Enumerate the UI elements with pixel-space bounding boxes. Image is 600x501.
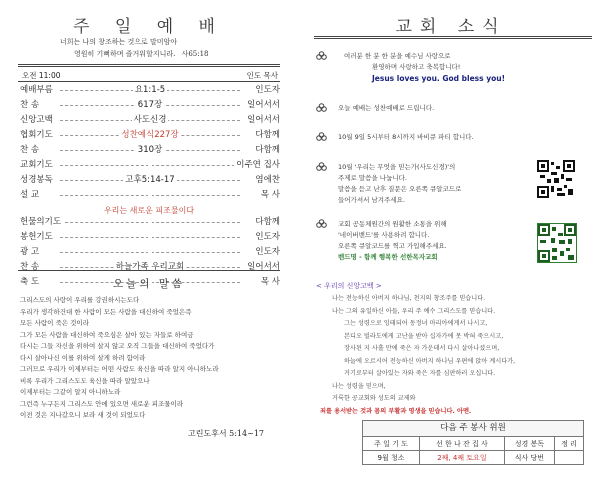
creed-line: 그는 성령으로 잉태되어 동정녀 마리아에게서 나시고, xyxy=(344,320,488,327)
order-row xyxy=(20,231,280,243)
duty-table xyxy=(362,436,584,465)
news-5-line-1: 교회 공동체원간의 원활한 소통을 위해 xyxy=(338,220,447,228)
passage-line: 모든 사람이 죽은 것이라 xyxy=(20,319,89,327)
order-item-content: 요1:1-5 xyxy=(134,85,166,95)
order-item-person: 일어서서 xyxy=(247,262,280,272)
order-item-name: 광 고 xyxy=(20,247,40,257)
duty-header-cell: 성경 봉독 xyxy=(504,437,554,451)
order-item-name: 축 도 xyxy=(20,277,40,287)
order-row xyxy=(20,216,280,228)
qr-code-question[interactable] xyxy=(537,160,575,198)
order-item-name: 신앙고백 xyxy=(20,115,53,125)
order-item-person: 이주연 집사 xyxy=(236,160,280,170)
apostles-creed xyxy=(320,293,596,418)
news-top-rule xyxy=(314,36,592,39)
passage-line: 그리스도의 사랑이 우리를 강권하시는도다 xyxy=(20,296,140,304)
order-item-content xyxy=(148,217,152,227)
word-title: 오늘의 말씀 xyxy=(112,278,186,290)
news-4-line-4: 들어가셔서 남겨주세요. xyxy=(338,196,405,204)
order-item-name: 협회기도 xyxy=(20,130,53,140)
church-news-panel xyxy=(302,0,600,501)
order-item-person: 다함께 xyxy=(255,145,280,155)
order-row xyxy=(20,129,280,141)
passage-line: 다시는 그들 자신을 위하여 살지 않고 오직 그들을 대신하여 죽었다가 xyxy=(20,342,215,350)
word-rule xyxy=(18,270,280,271)
duty-title: 다음 주 봉사 위원 xyxy=(362,420,584,436)
order-item-name: 찬 송 xyxy=(20,100,40,110)
order-item-person: 목 사 xyxy=(260,277,280,287)
duty-header-row xyxy=(363,437,584,451)
order-item-content: 617장 xyxy=(137,100,163,110)
clover-icon xyxy=(316,103,327,114)
order-item-person: 일어서서 xyxy=(247,100,280,110)
passage-line: 그가 모든 사람을 대신하여 죽으심은 살아 있는 자들로 하여금 xyxy=(20,330,194,339)
order-item-name: 찬 송 xyxy=(20,145,40,155)
clover-icon xyxy=(316,132,327,143)
word-reference: 고린도후서 5:14~17 xyxy=(187,429,264,438)
news-3-line-1: 10월 9일 5시부터 8시까지 바비큐 파티 합니다. xyxy=(338,133,474,141)
order-item-content xyxy=(148,160,152,170)
passage-line: 그런즉 누구든지 그리스도 안에 있으면 새로운 피조물이라 xyxy=(20,399,184,408)
creed-line: 본디오 빌라도에게 고난을 받아 십자가에 못 박혀 죽으시고, xyxy=(344,332,504,340)
order-item-content xyxy=(148,190,152,200)
word-passage xyxy=(20,295,294,422)
news-1-line-3: Jesus loves you. God bless you! xyxy=(372,74,506,83)
news-1-line-1: 여러분 한 분 한 분을 예수님 사랑으로 xyxy=(344,52,451,60)
worship-order-panel xyxy=(0,0,298,501)
passage-line: 다시 살아나신 이를 위하여 살게 하려 함이라 xyxy=(20,353,146,362)
creed-line: 나는 전능하신 아버지 하나님, 천지의 창조주를 믿습니다. xyxy=(332,295,486,302)
verse-line-1: 너희는 나의 창조하는 것으로 말미암아 xyxy=(60,38,178,46)
order-item-name: 봉헌기도 xyxy=(20,232,53,242)
clover-icon xyxy=(316,162,327,173)
passage-line: 비록 우리가 그리스도도 육신을 따라 알았으나 xyxy=(20,376,150,385)
duty-cell: 9월 청소 xyxy=(363,451,420,465)
time-rule xyxy=(18,81,280,82)
order-row xyxy=(20,144,280,156)
top-rule xyxy=(18,64,280,67)
duty-header-cell: 정 리 xyxy=(554,437,583,451)
order-item-name: 설 교 xyxy=(20,190,40,200)
service-time: 오전 11:00 xyxy=(22,71,61,80)
creed-title: < 우리의 신앙고백 > xyxy=(316,282,382,290)
passage-line: 이전 것은 지나갔으니 보라 새 것이 되었도다 xyxy=(20,411,146,419)
order-item-name: 찬 송 xyxy=(20,262,40,272)
order-item-content xyxy=(148,247,152,257)
passage-line: 이제부터는 그같이 알지 아니하노라 xyxy=(20,388,121,396)
duty-data-row xyxy=(363,451,584,465)
order-item-person: 인도자 xyxy=(255,85,280,95)
order-row xyxy=(20,84,280,96)
verse-line-2: 영원히 기뻐하며 즐거워할지니라. xyxy=(74,50,176,58)
order-row xyxy=(20,114,280,126)
order-item-name: 교회기도 xyxy=(20,160,53,170)
creed-line: 나는 그의 유일하신 아들, 우리 주 예수 그리스도를 믿습니다. xyxy=(332,307,496,315)
news-5-line-3: 오른쪽 큐알코드를 찍고 가입해주세요. xyxy=(338,242,447,250)
passage-line: 그러므로 우리가 이제부터는 어떤 사람도 육신을 따라 알지 아니하노라 xyxy=(20,365,219,373)
duty-header-cell: 선 한 나 잔 집 사 xyxy=(419,437,504,451)
passage-line: 우리가 생각하건대 한 사람이 모든 사람을 대신하여 죽었은즉 xyxy=(20,307,192,316)
order-item-person: 다함께 xyxy=(255,130,280,140)
qr-code-band[interactable] xyxy=(537,223,577,263)
order-item-content: 사도신경 xyxy=(133,115,167,125)
clover-icon xyxy=(316,219,327,230)
order-item-person: 목 사 xyxy=(260,190,280,200)
order-item-content: 고후5:14-17 xyxy=(125,175,175,185)
creed-line: 하늘에 오르시어 전능하신 아버지 하나님 우편에 앉아 계시다가, xyxy=(344,357,516,365)
order-item-content: 성찬예식227장 xyxy=(121,130,179,140)
duty-table-area xyxy=(362,420,584,465)
order-item-name: 예배부름 xyxy=(20,85,53,95)
order-item-content: 310장 xyxy=(137,145,163,155)
duty-header-cell: 주 일 기 도 xyxy=(363,437,420,451)
creed-line: 죄를 용서받는 것과 몸의 부활과 영생을 믿습니다. 아멘. xyxy=(320,407,472,415)
order-row xyxy=(20,246,280,258)
sermon-title: 우리는 새로운 피조물이다 xyxy=(103,206,195,215)
news-4-line-2: 주제로 말씀을 나눕니다. xyxy=(338,174,407,182)
order-item-content xyxy=(148,232,152,242)
order-item-name: 헌물의기도 xyxy=(20,217,62,227)
news-5-line-4: 밴드명 - 함께 행복한 선한목자교회 xyxy=(338,253,438,261)
news-4-line-1: 10월 '우리는 무엇을 믿는가(사도신경)'의 xyxy=(338,163,456,171)
creed-line: 장사된 지 사흘 만에 죽은 자 가운데서 다시 살아나셨으며, xyxy=(344,345,500,352)
duty-cell: 식사 당번 xyxy=(504,451,554,465)
order-item-name: 성경봉독 xyxy=(20,175,53,185)
verse-ref: 사65:18 xyxy=(181,50,209,58)
order-row xyxy=(20,174,280,186)
order-item-person: 인도자 xyxy=(255,247,280,257)
order-item-person: 다함께 xyxy=(255,217,280,227)
order-item-person: 염에찬 xyxy=(255,175,280,185)
order-row xyxy=(20,99,280,111)
creed-line: 나는 성령을 믿으며, xyxy=(332,382,386,390)
news-5-line-2: '네이버밴드'를 사용하려 합니다. xyxy=(338,231,430,239)
news-title: 교회 소식 xyxy=(395,17,507,37)
theme-verse xyxy=(60,36,209,60)
order-item-person: 일어서서 xyxy=(247,115,280,125)
worship-title: 주 일 예 배 xyxy=(73,17,225,37)
order-item-content: 하늘가족 우리교회 xyxy=(115,262,185,272)
clover-icon xyxy=(316,51,327,62)
order-item-person: 인도자 xyxy=(255,232,280,242)
news-1-line-2: 환영하며 사랑하고 축복합니다! xyxy=(372,63,461,71)
order-row xyxy=(20,261,280,273)
order-row xyxy=(20,189,280,201)
duty-cell: 2째, 4째 토요일 xyxy=(419,451,504,465)
service-leader: 인도 목사 xyxy=(246,71,278,80)
news-4-line-3: 말씀을 듣고 난후 질문은 오른쪽 큐알코드로 xyxy=(338,185,462,193)
news-2-line-1: 오늘 예배는 성찬예배로 드립니다. xyxy=(338,104,435,112)
duty-cell xyxy=(554,451,583,465)
order-row xyxy=(20,159,280,171)
creed-line: 거룩한 공교회와 성도의 교제와 xyxy=(332,395,416,402)
creed-line: 거기로부터 살아있는 자와 죽은 자를 심판하러 오십니다. xyxy=(344,370,496,377)
